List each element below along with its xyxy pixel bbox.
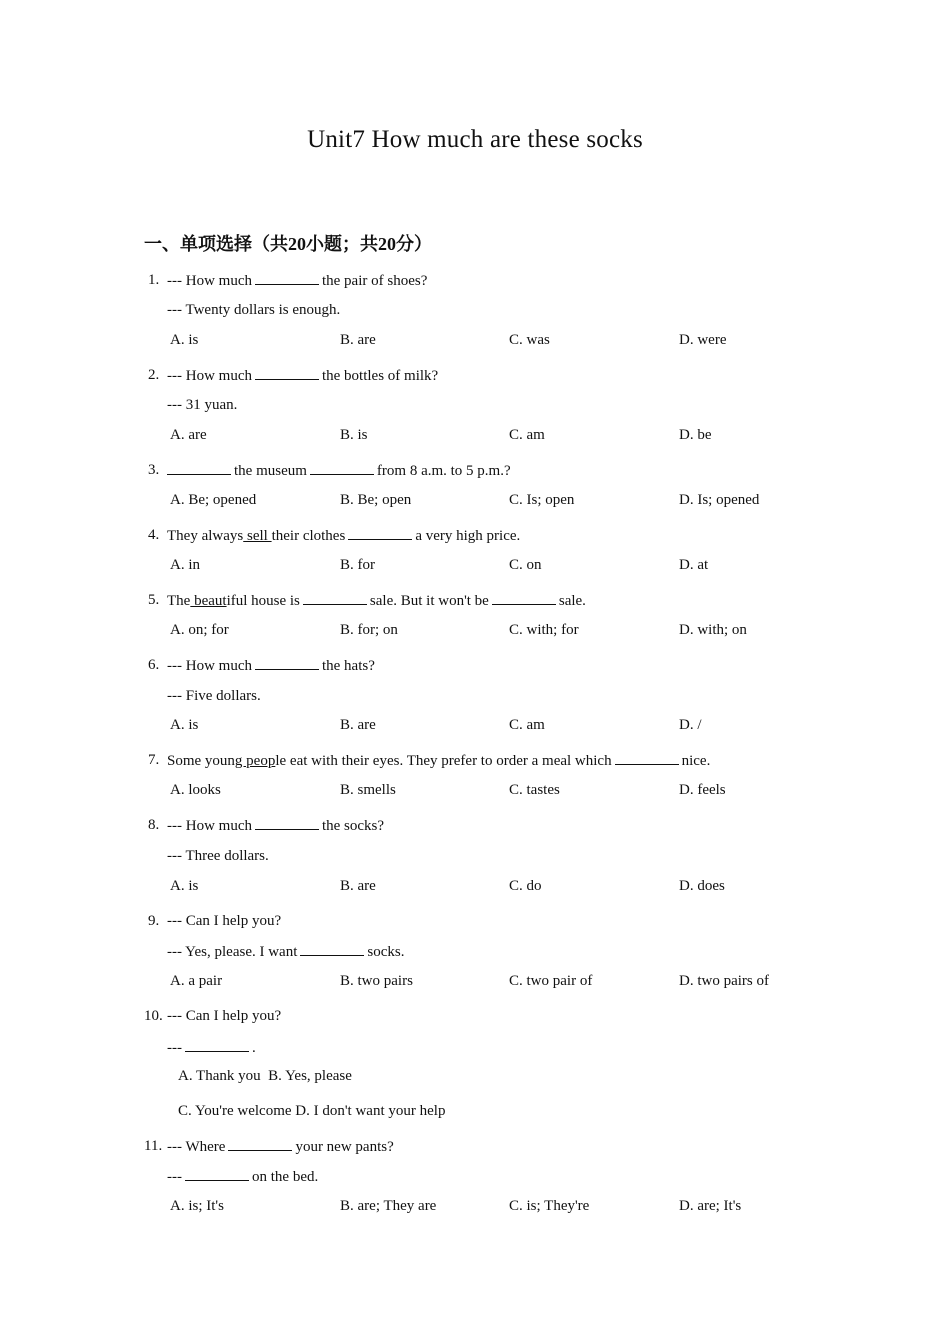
question-text: --- How much the socks? — [167, 818, 385, 834]
question-number: 1. — [148, 272, 160, 288]
option-b[interactable]: B. are — [340, 332, 376, 348]
question-number: 4. — [148, 527, 160, 543]
answer-blank — [300, 943, 364, 956]
answer-blank — [185, 1039, 249, 1052]
question-reply: --- on the bed. — [167, 1169, 319, 1185]
option-b[interactable]: B. for — [340, 557, 375, 573]
question-text: --- How much the hats? — [167, 658, 375, 674]
option-a[interactable]: A. Be; opened — [170, 492, 257, 508]
question-text: --- Where your new pants? — [167, 1139, 394, 1155]
option-d[interactable]: D. are; It's — [679, 1198, 742, 1214]
answer-blank — [303, 592, 367, 605]
question-reply: --- Five dollars. — [167, 688, 261, 704]
option-d[interactable]: D. two pairs of — [679, 973, 769, 989]
page-title: Unit7 How much are these socks — [307, 126, 643, 153]
answer-blank — [310, 462, 374, 475]
question-number: 2. — [148, 367, 160, 383]
question-text: Some young people eat with their eyes. They prefer to order a meal which nice. — [167, 753, 711, 769]
option-b[interactable]: B. for; on — [340, 622, 398, 638]
answer-blank — [615, 752, 679, 765]
option-c[interactable]: C. tastes — [509, 782, 560, 798]
option-c[interactable]: C. with; for — [509, 622, 579, 638]
option-d[interactable]: D. / — [679, 717, 702, 733]
question-text: --- How much the bottles of milk? — [167, 368, 439, 384]
option-a[interactable]: A. looks — [170, 782, 221, 798]
option-d[interactable]: D. with; on — [679, 622, 747, 638]
option-c[interactable]: C. am — [509, 427, 545, 443]
option-d[interactable]: D. were — [679, 332, 727, 348]
option-a[interactable]: A. is — [170, 878, 199, 894]
option-b[interactable]: B. smells — [340, 782, 396, 798]
answer-blank — [348, 527, 412, 540]
question-text: They always sell their clothes a very high price. — [167, 528, 521, 544]
question-text: the museum from 8 a.m. to 5 p.m.? — [164, 462, 511, 480]
question-number: 6. — [148, 657, 160, 673]
option-b[interactable]: B. is — [340, 427, 368, 443]
question-reply: --- 31 yuan. — [167, 397, 238, 413]
question-number: 8. — [148, 817, 160, 833]
question-number: 5. — [148, 592, 160, 608]
option-line-ab[interactable]: A. Thank you B. Yes, please — [178, 1068, 352, 1084]
question-text: --- Can I help you? — [167, 1008, 282, 1024]
option-b[interactable]: B. are; They are — [340, 1198, 437, 1214]
question-number: 10. — [144, 1008, 163, 1024]
answer-blank — [255, 657, 319, 670]
question-number: 7. — [148, 752, 160, 768]
question-reply: --- Twenty dollars is enough. — [167, 302, 341, 318]
option-c[interactable]: C. two pair of — [509, 973, 593, 989]
option-d[interactable]: D. at — [679, 557, 709, 573]
option-d[interactable]: D. be — [679, 427, 712, 443]
option-c[interactable]: C. am — [509, 717, 545, 733]
option-a[interactable]: A. are — [170, 427, 207, 443]
option-b[interactable]: B. are — [340, 878, 376, 894]
question-number: 11. — [144, 1138, 163, 1154]
option-a[interactable]: A. in — [170, 557, 200, 573]
answer-blank — [492, 592, 556, 605]
answer-blank — [255, 817, 319, 830]
option-c[interactable]: C. Is; open — [509, 492, 575, 508]
option-a[interactable]: A. on; for — [170, 622, 229, 638]
option-a[interactable]: A. a pair — [170, 973, 223, 989]
question-reply: --- Three dollars. — [167, 848, 269, 864]
option-c[interactable]: C. do — [509, 878, 542, 894]
option-d[interactable]: D. does — [679, 878, 725, 894]
section-heading: 一、单项选择（共20小题；共20分） — [144, 234, 432, 254]
question-reply: --- Yes, please. I want socks. — [167, 944, 405, 960]
option-c[interactable]: C. was — [509, 332, 550, 348]
answer-blank — [228, 1138, 292, 1151]
answer-blank — [255, 367, 319, 380]
option-line-cd[interactable]: C. You're welcome D. I don't want your help — [178, 1103, 446, 1119]
option-c[interactable]: C. is; They're — [509, 1198, 590, 1214]
option-d[interactable]: D. Is; opened — [679, 492, 760, 508]
option-c[interactable]: C. on — [509, 557, 542, 573]
option-b[interactable]: B. are — [340, 717, 376, 733]
question-text: The beautiful house is sale. But it won't be sale. — [167, 593, 586, 609]
option-b[interactable]: B. two pairs — [340, 973, 413, 989]
option-a[interactable]: A. is — [170, 332, 199, 348]
question-number: 9. — [148, 913, 160, 929]
option-d[interactable]: D. feels — [679, 782, 726, 798]
question-reply: --- . — [167, 1040, 256, 1056]
question-text: --- How much the pair of shoes? — [167, 273, 428, 289]
option-a[interactable]: A. is — [170, 717, 199, 733]
question-text: --- Can I help you? — [167, 913, 282, 929]
option-a[interactable]: A. is; It's — [170, 1198, 224, 1214]
answer-blank — [185, 1168, 249, 1181]
question-number: 3. — [148, 462, 160, 478]
answer-blank — [167, 462, 231, 475]
answer-blank — [255, 272, 319, 285]
option-b[interactable]: B. Be; open — [340, 492, 412, 508]
